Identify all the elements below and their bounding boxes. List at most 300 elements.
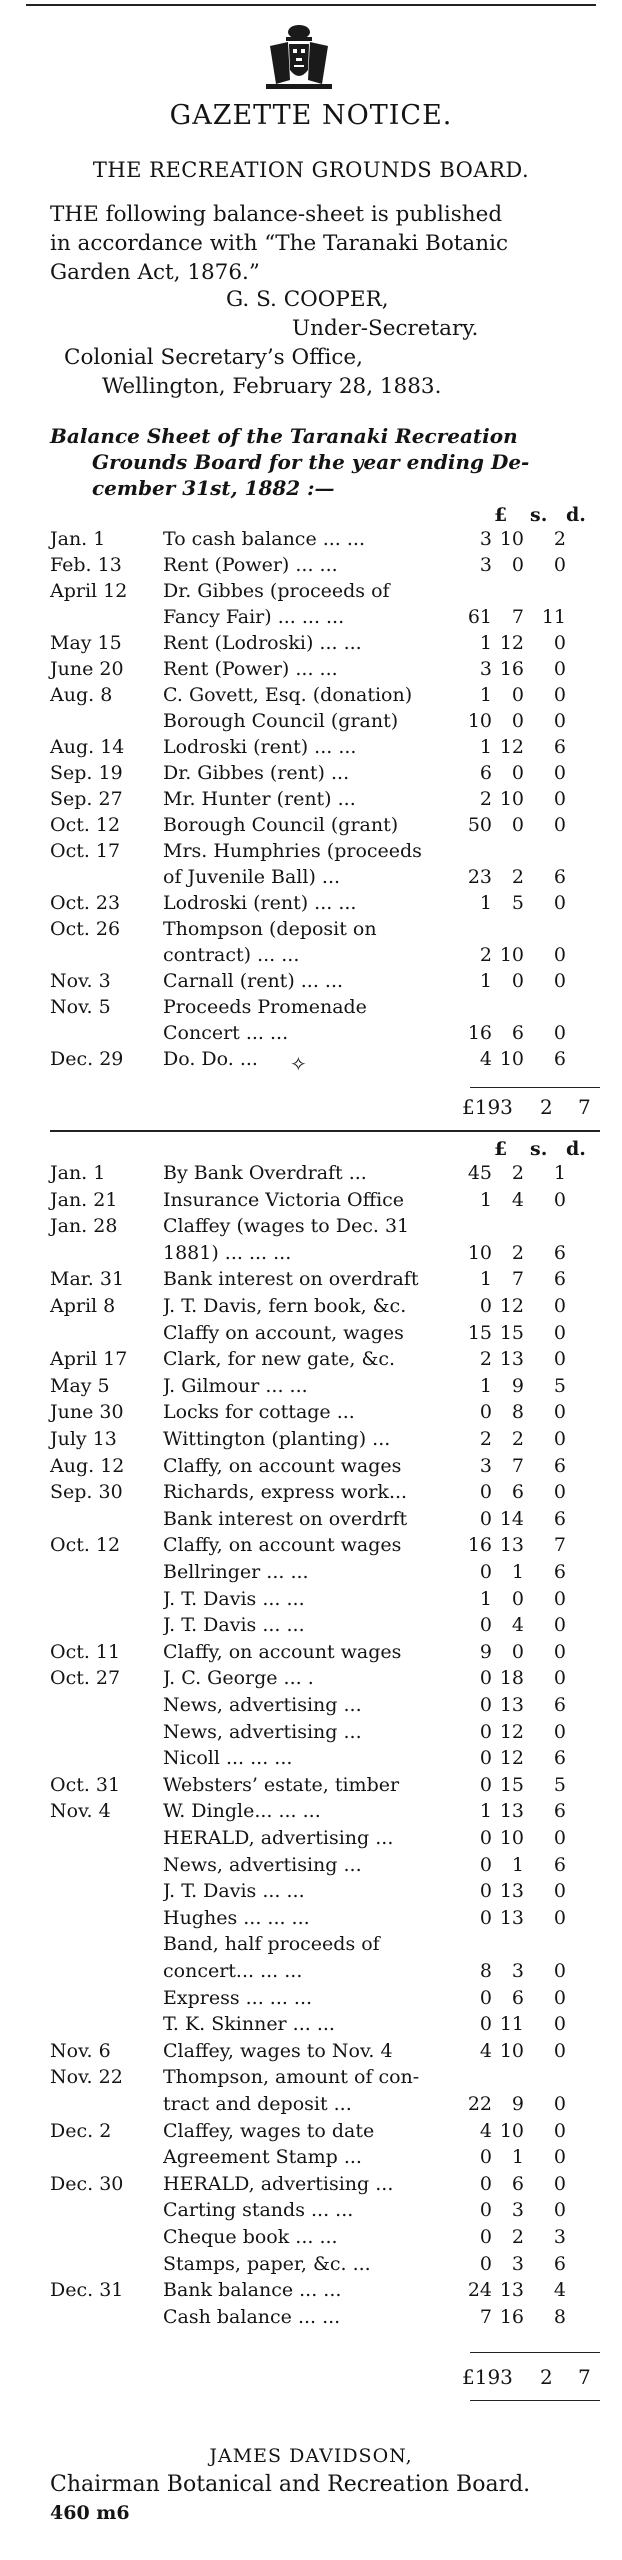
entry-description: News, advertising ...: [163, 1853, 362, 1876]
entry-description: Carnall (rent) ... ...: [163, 970, 344, 992]
sheet-heading-2: Grounds Board for the year ending De-: [92, 450, 530, 474]
entry-shillings: 4: [511, 1614, 524, 1637]
entry-date: Dec. 31: [50, 2279, 124, 2302]
entry-pence: 4: [553, 2279, 566, 2302]
entry-pounds: 50: [467, 814, 492, 836]
entry-pence: 0: [553, 1720, 566, 1743]
entry-pence: 0: [553, 892, 566, 914]
coat-of-arms-icon: [256, 22, 342, 94]
entry-shillings: 18: [499, 1667, 524, 1690]
entry-pence: 0: [553, 1960, 566, 1982]
payment-row: [0, 1719, 622, 1745]
col-pence-1: d.: [566, 504, 586, 526]
entry-pounds: 1: [479, 1268, 492, 1291]
entry-shillings: 13: [499, 1348, 524, 1371]
entry-pence: 6: [553, 866, 566, 888]
entry-date: Oct. 17: [50, 840, 121, 862]
entry-description: C. Govett, Esq. (donation): [163, 684, 413, 706]
entry-pounds: 1: [479, 684, 492, 706]
receipt-row: [0, 578, 622, 604]
entry-date: Oct. 11: [50, 1640, 121, 1663]
entry-description: Websters’ estate, timber: [163, 1773, 400, 1796]
payment-row: [0, 1453, 622, 1479]
entry-shillings: 1: [511, 1853, 524, 1876]
entry-description: J. Gilmour ... ...: [163, 1374, 308, 1397]
entry-pence: 0: [553, 554, 566, 576]
entry-description: contract) ... ...: [163, 944, 300, 966]
entry-pounds: 0: [479, 1853, 492, 1876]
entry-pounds: 3: [479, 658, 492, 680]
entry-pence: 0: [553, 1321, 566, 1344]
entry-date: April 12: [50, 580, 128, 602]
entry-date: Sep. 30: [50, 1481, 123, 1504]
receipt-row: [0, 656, 622, 682]
entry-shillings: 15: [499, 1773, 524, 1796]
entry-description: Lodroski (rent) ... ...: [163, 736, 357, 758]
entry-pence: 6: [553, 1853, 566, 1876]
entry-description: Borough Council (grant): [163, 710, 399, 732]
payment-row: [0, 2118, 622, 2144]
payment-row: [0, 2251, 622, 2277]
entry-description: Mr. Hunter (rent) ...: [163, 788, 356, 810]
entry-shillings: 5: [511, 892, 524, 914]
entry-pounds: 0: [479, 1507, 492, 1530]
entry-description: J. T. Davis ... ...: [163, 1587, 305, 1610]
entry-date: Aug. 12: [50, 1454, 125, 1477]
entry-date: June 20: [50, 658, 124, 680]
entry-pounds: 15: [467, 1321, 492, 1344]
notice-code: 460 m6: [50, 2502, 130, 2524]
entry-pence: 0: [553, 814, 566, 836]
sheet-heading-3: cember 31st, 1882 :—: [92, 476, 335, 500]
entry-pence: 0: [553, 2146, 566, 2169]
entry-date: Nov. 6: [50, 2039, 111, 2062]
entry-pence: 5: [553, 1374, 566, 1397]
entry-pounds: 0: [479, 1694, 492, 1716]
entry-shillings: 6: [511, 2172, 524, 2195]
entry-date: Oct. 31: [50, 1773, 121, 1796]
entry-description: Agreement Stamp ...: [163, 2146, 362, 2169]
entry-pounds: 1: [479, 1587, 492, 1610]
entry-pounds: 22: [467, 2093, 492, 2115]
receipts-total: [0, 1092, 622, 1122]
payment-row: [0, 1399, 622, 1425]
intro-line-3: Garden Act, 1876.”: [50, 260, 260, 285]
entry-description: Claffy on account, wages: [163, 1321, 404, 1344]
entry-pence: 7: [553, 1534, 566, 1557]
entry-pence: 0: [553, 2093, 566, 2115]
entry-pence: 6: [553, 2252, 566, 2275]
payment-row: [0, 1479, 622, 1505]
entry-description: Mrs. Humphries (proceeds: [163, 840, 422, 862]
entry-pence: 0: [553, 658, 566, 680]
entry-pounds: 16: [467, 1534, 492, 1557]
top-rule: [26, 4, 596, 6]
entry-shillings: 0: [511, 684, 524, 706]
entry-pounds: 0: [479, 1481, 492, 1504]
receipt-row: [0, 1020, 622, 1046]
entry-pence: 0: [553, 1986, 566, 2009]
entry-shillings: 1: [511, 1561, 524, 1583]
entry-shillings: 13: [499, 1906, 524, 1929]
entry-pounds: 0: [479, 1561, 492, 1583]
entry-description: Locks for cottage ...: [163, 1401, 355, 1424]
entry-shillings: 13: [499, 1534, 524, 1557]
entry-date: Nov. 5: [50, 996, 111, 1018]
col-pounds-1: £: [494, 504, 508, 526]
payments-total-pence: 7: [578, 2365, 591, 2389]
entry-date: Dec. 2: [50, 2119, 112, 2142]
entry-shillings: 12: [499, 1747, 524, 1770]
entry-shillings: 13: [499, 1880, 524, 1903]
entry-shillings: 10: [499, 944, 524, 966]
entry-pence: 11: [541, 606, 566, 628]
entry-pence: 0: [553, 2013, 566, 2036]
entry-pence: 8: [553, 2305, 566, 2328]
entry-shillings: 10: [499, 2039, 524, 2062]
entry-pounds: 1: [479, 1374, 492, 1397]
entry-date: Jan. 1: [50, 1162, 106, 1184]
col-shillings-2: s.: [530, 1138, 548, 1160]
entry-pence: 0: [553, 1481, 566, 1504]
payment-row: [0, 2277, 622, 2303]
entry-shillings: 0: [511, 762, 524, 784]
payment-row: [0, 1825, 622, 1851]
entry-pounds: 0: [479, 1295, 492, 1317]
entry-pence: 0: [553, 1428, 566, 1450]
entry-pence: 0: [553, 632, 566, 654]
entry-pence: 6: [553, 1800, 566, 1823]
entry-description: Bank balance ... ...: [163, 2279, 342, 2302]
payment-row: [0, 1373, 622, 1399]
entry-shillings: 7: [511, 1268, 524, 1291]
entry-shillings: 1: [511, 2146, 524, 2169]
payment-row: [0, 1985, 622, 2011]
entry-description: Fancy Fair) ... ... ...: [163, 606, 345, 628]
entry-shillings: 2: [511, 1241, 524, 1264]
entry-pence: 6: [553, 736, 566, 758]
entry-pence: 0: [553, 762, 566, 784]
entry-pounds: 0: [479, 2172, 492, 2195]
entry-description: Thompson (deposit on: [163, 918, 377, 940]
entry-pounds: 0: [479, 2199, 492, 2222]
entry-pounds: 4: [479, 2119, 492, 2142]
receipts-total-shillings: 2: [540, 1095, 553, 1119]
entry-shillings: 16: [499, 2305, 524, 2328]
entry-description: Carting stands ... ...: [163, 2199, 354, 2222]
payment-row: [0, 1958, 622, 1984]
entry-description: Wittington (planting) ...: [163, 1428, 391, 1450]
entry-pence: 6: [553, 1747, 566, 1770]
entry-pence: 0: [553, 1348, 566, 1371]
receipt-row: [0, 630, 622, 656]
entry-shillings: 6: [511, 1481, 524, 1504]
payment-row: [0, 2304, 622, 2330]
receipt-row: [0, 760, 622, 786]
entry-pounds: 2: [479, 944, 492, 966]
entry-description: Richards, express work...: [163, 1481, 408, 1504]
entry-pence: 5: [553, 1773, 566, 1796]
section-divider: [50, 1130, 600, 1132]
payment-row: [0, 2224, 622, 2250]
entry-shillings: 0: [511, 1587, 524, 1610]
entry-description: T. K. Skinner ... ...: [163, 2013, 335, 2036]
entry-description: Lodroski (rent) ... ...: [163, 892, 357, 914]
entry-date: Oct. 12: [50, 814, 121, 836]
entry-description: Claffy, on account wages: [163, 1454, 402, 1477]
entry-shillings: 12: [499, 1720, 524, 1743]
payment-row: [0, 1905, 622, 1931]
entry-shillings: 2: [511, 1428, 524, 1450]
payment-row: [0, 2064, 622, 2090]
entry-date: Aug. 14: [50, 736, 125, 758]
entry-shillings: 9: [511, 1374, 524, 1397]
payment-row: [0, 1745, 622, 1771]
entry-pence: 0: [553, 710, 566, 732]
payment-row: [0, 1639, 622, 1665]
entry-pounds: 1: [479, 1800, 492, 1823]
entry-description: Nicoll ... ... ...: [163, 1747, 293, 1770]
entry-description: Claffy, on account wages: [163, 1534, 402, 1557]
entry-pence: 3: [553, 2226, 566, 2248]
entry-pence: 0: [553, 1401, 566, 1424]
entry-date: April 8: [50, 1295, 116, 1317]
payments-total-rule-bottom: [470, 2400, 600, 2401]
entry-shillings: 2: [511, 866, 524, 888]
payment-row: [0, 1240, 622, 1266]
entry-description: News, advertising ...: [163, 1720, 362, 1743]
entry-pence: 0: [553, 684, 566, 706]
entry-pence: 2: [553, 528, 566, 550]
payment-row: [0, 1426, 622, 1452]
entry-date: July 13: [50, 1428, 117, 1450]
receipt-row: [0, 968, 622, 994]
entry-date: April 17: [50, 1348, 128, 1371]
payment-row: [0, 1692, 622, 1718]
entry-pence: 6: [553, 1048, 566, 1070]
entry-shillings: 13: [499, 1694, 524, 1716]
payment-row: [0, 1213, 622, 1239]
entry-pence: 0: [553, 2119, 566, 2142]
entry-date: Jan. 1: [50, 528, 106, 550]
entry-pounds: 0: [479, 1986, 492, 2009]
entry-description: By Bank Overdraft ...: [163, 1162, 367, 1184]
entry-shillings: 3: [511, 2252, 524, 2275]
receipt-row: [0, 916, 622, 942]
entry-pence: 0: [553, 2039, 566, 2062]
entry-description: Rent (Power) ... ...: [163, 554, 338, 576]
entry-description: J. C. George ... .: [163, 1667, 314, 1690]
entry-description: J. T. Davis ... ...: [163, 1880, 305, 1903]
entry-description: Express ... ... ...: [163, 1986, 313, 2009]
entry-pence: 0: [553, 2199, 566, 2222]
entry-date: Dec. 30: [50, 2172, 124, 2195]
entry-pence: 0: [553, 1587, 566, 1610]
entry-pence: 0: [553, 1295, 566, 1317]
entry-shillings: 2: [511, 1162, 524, 1184]
entry-pounds: 0: [479, 2226, 492, 2248]
receipt-row: [0, 864, 622, 890]
entry-pence: 0: [553, 970, 566, 992]
entry-pounds: 2: [479, 788, 492, 810]
payment-row: [0, 1532, 622, 1558]
entry-shillings: 15: [499, 1321, 524, 1344]
payment-row: [0, 1852, 622, 1878]
place-date-line: Wellington, February 28, 1883.: [102, 374, 442, 399]
entry-shillings: 14: [499, 1507, 524, 1530]
office-line: Colonial Secretary’s Office,: [64, 345, 363, 370]
receipt-row: [0, 708, 622, 734]
entry-pence: 6: [553, 1694, 566, 1716]
payment-row: [0, 1665, 622, 1691]
entry-pounds: 2: [479, 1428, 492, 1450]
entry-pence: 1: [553, 1162, 566, 1184]
entry-shillings: 12: [499, 1295, 524, 1317]
payment-row: [0, 1506, 622, 1532]
entry-pence: 0: [553, 1022, 566, 1044]
entry-shillings: 0: [511, 710, 524, 732]
entry-shillings: 10: [499, 2119, 524, 2142]
payment-row: [0, 2144, 622, 2170]
board-title: THE RECREATION GROUNDS BOARD.: [92, 158, 530, 182]
receipt-row: [0, 994, 622, 1020]
entry-pounds: 1: [479, 970, 492, 992]
entry-pounds: 6: [479, 762, 492, 784]
receipt-row: [0, 734, 622, 760]
entry-date: June 30: [50, 1401, 124, 1424]
entry-date: Nov. 3: [50, 970, 111, 992]
entry-shillings: 0: [511, 1640, 524, 1663]
payment-row: [0, 1612, 622, 1638]
entry-pence: 0: [553, 1827, 566, 1849]
entry-date: Oct. 12: [50, 1534, 121, 1557]
entry-date: Oct. 27: [50, 1667, 121, 1690]
entry-description: Bank interest on overdraft: [163, 1268, 419, 1291]
ornament-icon: ✧: [290, 1052, 307, 1076]
entry-shillings: 10: [499, 788, 524, 810]
entry-pounds: 0: [479, 1747, 492, 1770]
payment-row: [0, 1559, 622, 1585]
entry-description: of Juvenile Ball) ...: [163, 866, 341, 888]
entry-pounds: 24: [467, 2279, 492, 2302]
entry-shillings: 0: [511, 554, 524, 576]
entry-shillings: 10: [499, 1048, 524, 1070]
receipt-row: [0, 838, 622, 864]
entry-pounds: 4: [479, 2039, 492, 2062]
entry-date: Mar. 31: [50, 1268, 125, 1291]
entry-date: May 15: [50, 632, 122, 654]
entry-pence: 0: [553, 944, 566, 966]
entry-pence: 0: [553, 788, 566, 810]
entry-shillings: 0: [511, 970, 524, 992]
payment-row: [0, 1798, 622, 1824]
receipts-total-pence: 7: [578, 1095, 591, 1119]
entry-description: Bank interest on overdrft: [163, 1507, 408, 1530]
entry-description: Rent (Power) ... ...: [163, 658, 338, 680]
intro-line-2: in accordance with “The Taranaki Botanic: [50, 231, 508, 256]
entry-shillings: 10: [499, 1827, 524, 1849]
entry-pounds: 0: [479, 1906, 492, 1929]
payment-row: [0, 2197, 622, 2223]
entry-pounds: 23: [467, 866, 492, 888]
entry-description: To cash balance ... ...: [163, 528, 366, 550]
entry-pounds: 0: [479, 1614, 492, 1637]
signatory-title: Under-Secretary.: [292, 316, 479, 341]
receipt-row: [0, 526, 622, 552]
entry-description: Clark, for new gate, &c.: [163, 1348, 396, 1371]
entry-description: Bellringer ... ...: [163, 1561, 309, 1583]
col-shillings-1: s.: [530, 504, 548, 526]
entry-pence: 0: [553, 2172, 566, 2195]
receipt-row: [0, 890, 622, 916]
payment-row: [0, 1931, 622, 1957]
entry-pence: 0: [553, 1640, 566, 1663]
entry-description: Insurance Victoria Office: [163, 1188, 405, 1211]
payments-total-rule-top: [470, 2352, 600, 2353]
entry-date: Dec. 29: [50, 1048, 124, 1070]
entry-pounds: 3: [479, 1454, 492, 1477]
entry-pounds: 0: [479, 1827, 492, 1849]
entry-date: Sep. 27: [50, 788, 123, 810]
entry-pounds: 45: [467, 1162, 492, 1184]
receipt-row: [0, 812, 622, 838]
receipt-row: [0, 682, 622, 708]
entry-pounds: 1: [479, 736, 492, 758]
entry-date: Jan. 28: [50, 1215, 118, 1238]
entry-shillings: 7: [511, 1454, 524, 1477]
entry-shillings: 3: [511, 1960, 524, 1982]
entry-description: J. T. Davis, fern book, &c.: [163, 1295, 407, 1317]
entry-date: Feb. 13: [50, 554, 122, 576]
receipts-total-pounds: £193: [462, 1095, 513, 1119]
entry-date: Nov. 22: [50, 2066, 123, 2089]
signature-title: Chairman Botanical and Recreation Board.: [50, 2472, 531, 2497]
entry-description: Dr. Gibbes (rent) ...: [163, 762, 350, 784]
entry-pence: 0: [553, 1667, 566, 1690]
entry-description: Proceeds Promenade: [163, 996, 367, 1018]
entry-pence: 0: [553, 1880, 566, 1903]
entry-pounds: 0: [479, 1880, 492, 1903]
entry-description: 1881) ... ... ...: [163, 1241, 292, 1264]
payment-row: [0, 2171, 622, 2197]
payment-row: [0, 1586, 622, 1612]
entry-description: Claffey, wages to Nov. 4: [163, 2039, 393, 2062]
payment-row: [0, 1346, 622, 1372]
entry-shillings: 11: [499, 2013, 524, 2036]
entry-shillings: 0: [511, 814, 524, 836]
entry-description: Rent (Lodroski) ... ...: [163, 632, 362, 654]
entry-pounds: 0: [479, 1667, 492, 1690]
entry-pounds: 61: [467, 606, 492, 628]
entry-description: Do. Do. ...: [163, 1048, 258, 1070]
entry-pounds: 0: [479, 1773, 492, 1796]
col-pounds-2: £: [494, 1138, 508, 1160]
entry-description: Claffey, wages to date: [163, 2119, 375, 2142]
payment-row: [0, 1266, 622, 1292]
entry-shillings: 13: [499, 1800, 524, 1823]
entry-pence: 0: [553, 1906, 566, 1929]
intro-line-1: THE following balance-sheet is published: [50, 202, 503, 227]
entry-date: Oct. 26: [50, 918, 121, 940]
entry-pence: 0: [553, 1188, 566, 1211]
entry-description: News, advertising ...: [163, 1694, 362, 1716]
payment-row: [0, 1293, 622, 1319]
signatory-name: G. S. COOPER,: [226, 287, 389, 312]
signature-name: JAMES DAVIDSON,: [209, 2445, 413, 2467]
payment-row: [0, 2011, 622, 2037]
entry-description: Claffey (wages to Dec. 31: [163, 1215, 410, 1238]
payment-row: [0, 2038, 622, 2064]
